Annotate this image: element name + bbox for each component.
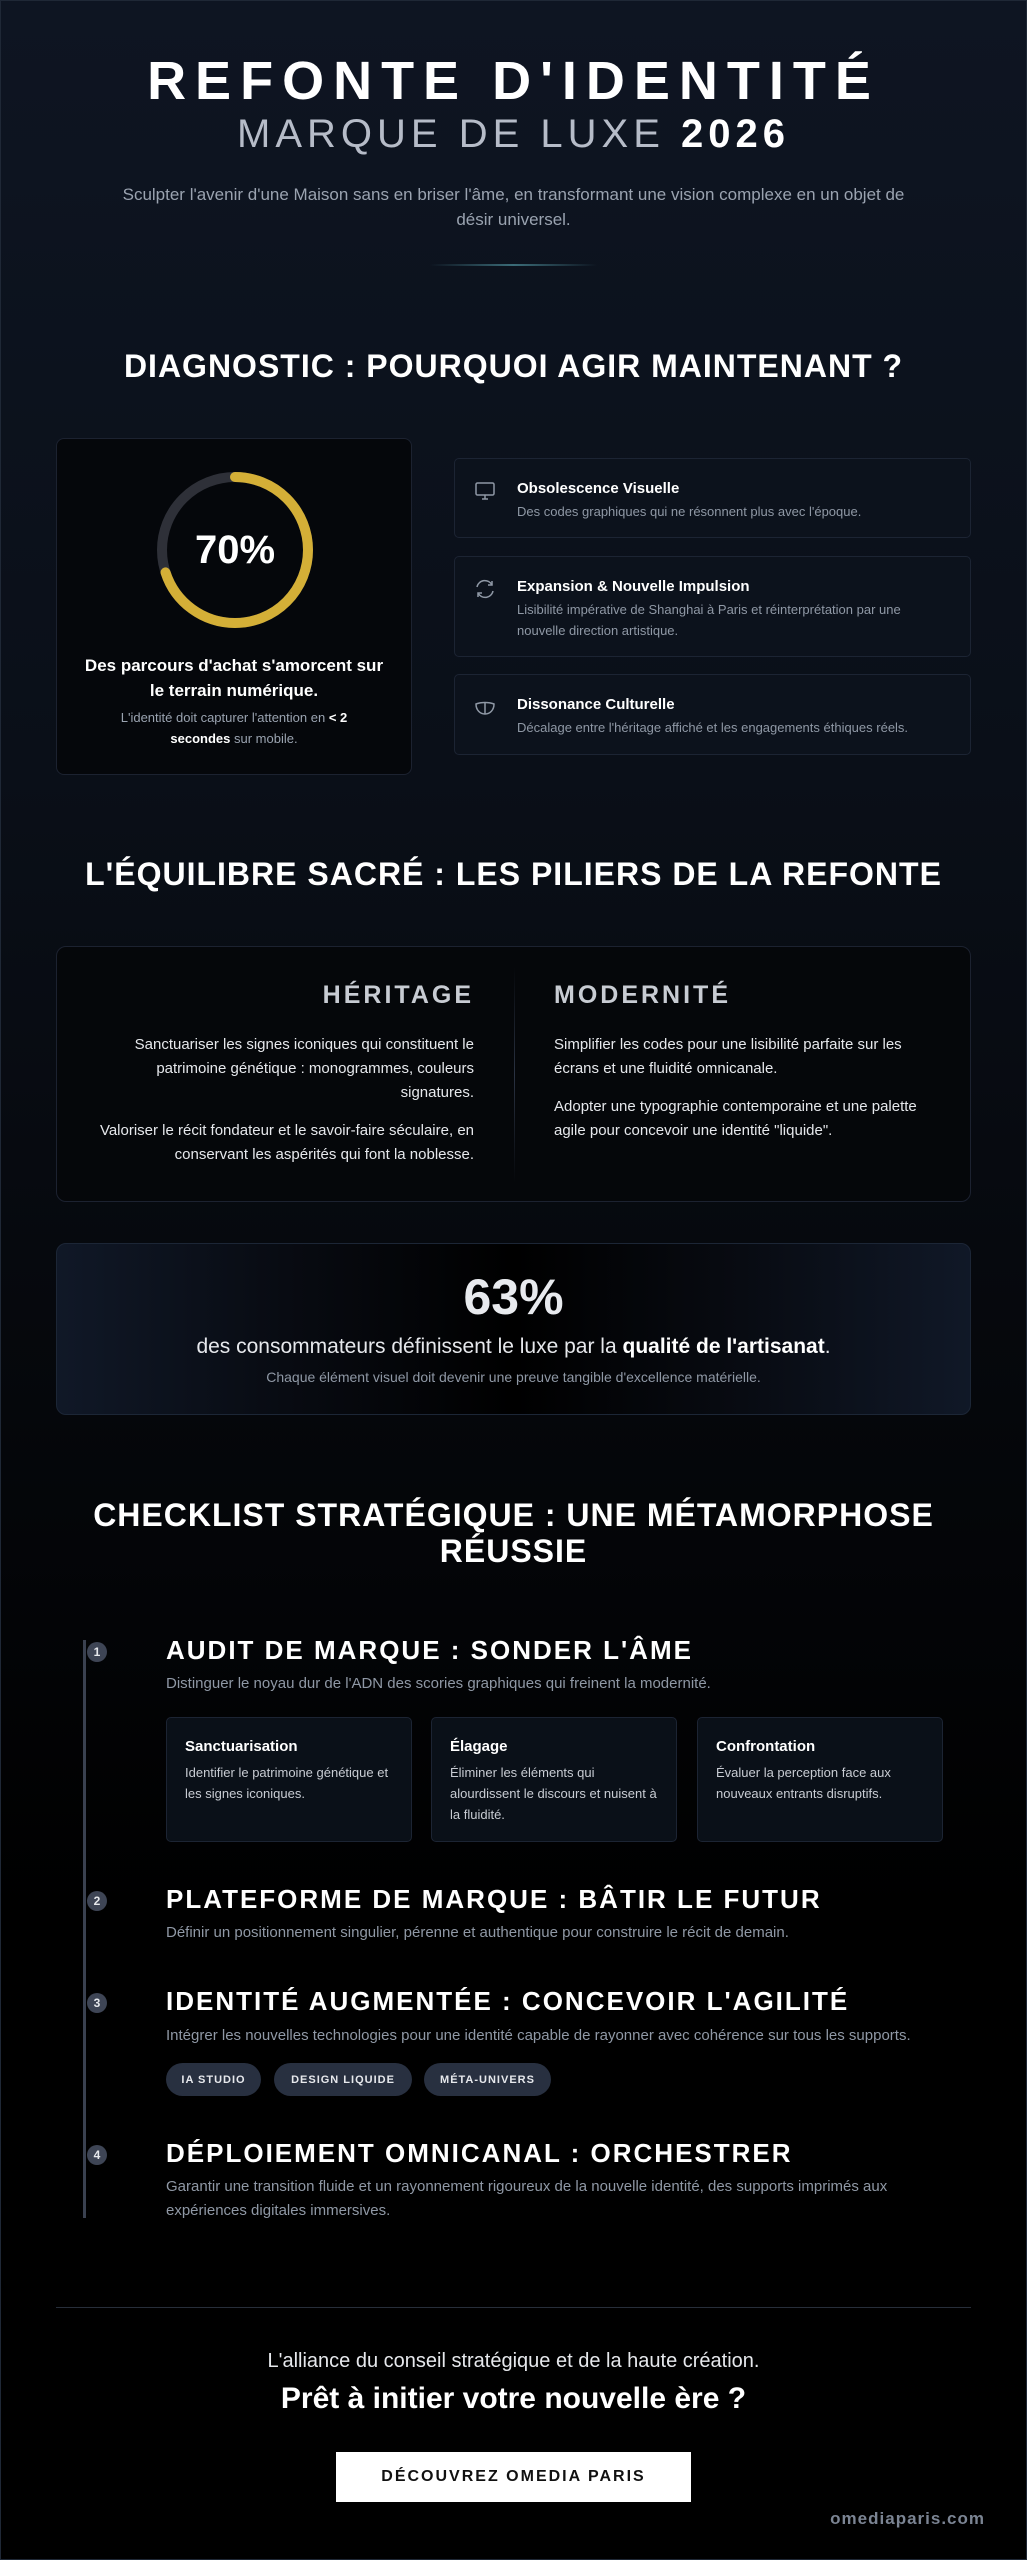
- audit-card-confrontation: [697, 1717, 943, 1842]
- issue-desc: Lisibilité impérative de Shanghai à Paris et réinterprétation par une nouvelle direction artistique.: [517, 602, 901, 638]
- tag-design-liquide: DESIGN LIQUIDE: [274, 2063, 412, 2096]
- stat-card: [56, 438, 412, 775]
- modernite-text-1: Simplifier les codes pour une lisibilité parfaite sur les écrans et une fluidité omnicanale.: [554, 1036, 902, 1077]
- issue-card-expansion: [454, 556, 971, 657]
- audit-card-title: Élagage: [450, 1738, 508, 1755]
- footer-divider: [56, 2307, 971, 2308]
- stat-value: 70%: [194, 527, 276, 572]
- band-text-post: .: [824, 1335, 831, 1358]
- monitor-icon: [473, 479, 497, 503]
- step-title-2: PLATEFORME DE MARQUE : BÂTIR LE FUTUR: [166, 1884, 822, 1914]
- heritage-title: HÉRITAGE: [322, 981, 474, 1009]
- hero-description: Sculpter l'avenir d'une Maison sans en briser l'âme, en transformant une vision complexe en un objet de désir universel.: [122, 185, 905, 229]
- timeline-line: [83, 1640, 86, 2218]
- hero-title: REFONTE D'IDENTITÉ: [147, 51, 880, 111]
- footer-headline: Prêt à initier votre nouvelle ère ?: [280, 2382, 747, 2415]
- heritage-text-2: Valoriser le récit fondateur et le savoir-faire séculaire, en conservant les aspérités qui font la noblesse.: [99, 1122, 474, 1163]
- stat-headline: Des parcours d'achat s'amorcent sur le terrain numérique.: [84, 656, 384, 700]
- band-text-pre: des consommateurs définissent le luxe par la: [196, 1335, 617, 1358]
- stat-note-pre: L'identité doit capturer l'attention en: [120, 710, 326, 725]
- step-desc-3: Intégrer les nouvelles technologies pour une identité capable de rayonner avec cohérence sur tous les supports.: [166, 2027, 911, 2044]
- issue-card-obsolescence: [454, 458, 971, 538]
- audit-card-desc: Évaluer la perception face aux nouveaux entrants disruptifs.: [716, 1765, 891, 1801]
- audit-card-title: Sanctuarisation: [185, 1738, 298, 1755]
- audit-card-sanctuarisation: [166, 1717, 412, 1842]
- tag-meta-univers: MÉTA-UNIVERS: [424, 2063, 551, 2096]
- band-subtext: Chaque élément visuel doit devenir une preuve tangible d'excellence matérielle.: [266, 1369, 761, 1385]
- band-text: [57, 1335, 970, 1359]
- issue-desc: Des codes graphiques qui ne résonnent plus avec l'époque.: [517, 504, 862, 519]
- issue-title: Obsolescence Visuelle: [517, 480, 680, 497]
- step-title-3: IDENTITÉ AUGMENTÉE : CONCEVOIR L'AGILITÉ: [166, 1986, 850, 2016]
- step-desc-2: Définir un positionnement singulier, pérenne et authentique pour construire le récit de demain.: [166, 1924, 789, 1941]
- issue-desc: Décalage entre l'héritage affiché et les engagements éthiques réels.: [517, 720, 909, 735]
- step-desc-4: Garantir une transition fluide et un rayonnement rigoureux de la nouvelle identité, des supports imprimés aux expériences digitales immersives.: [166, 2178, 888, 2219]
- step-desc-1: Distinguer le noyau dur de l'ADN des scories graphiques qui freinent la modernité.: [166, 1675, 711, 1692]
- stat-note: [97, 707, 371, 749]
- site-link[interactable]: omediaparis.com: [830, 2509, 985, 2528]
- hero-subtitle-main: MARQUE DE LUXE: [237, 112, 665, 156]
- band-text-bold: qualité de l'artisanat: [622, 1335, 825, 1358]
- issue-title: Dissonance Culturelle: [517, 696, 675, 713]
- issue-card-dissonance: [454, 674, 971, 755]
- pillars-card: [56, 946, 971, 1202]
- hero-subtitle-year: 2026: [681, 112, 790, 156]
- globe-arrows-icon: [473, 577, 497, 601]
- pillars-title: L'ÉQUILIBRE SACRÉ : LES PILIERS DE LA REFONTE: [85, 856, 942, 892]
- mask-icon: [473, 695, 497, 719]
- hero-subtitle: [0, 112, 1027, 157]
- modernite-text-2: Adopter une typographie contemporaine et une palette agile pour concevoir une identité "liquide".: [554, 1098, 917, 1139]
- audit-card-title: Confrontation: [716, 1738, 816, 1755]
- issue-title: Expansion & Nouvelle Impulsion: [517, 578, 750, 595]
- step-number-4: 4: [87, 2145, 107, 2165]
- step-number-3: 3: [87, 1993, 107, 2013]
- hero-divider: [430, 264, 597, 266]
- pillars-divider: [514, 967, 515, 1183]
- step-title-4: DÉPLOIEMENT OMNICANAL : ORCHESTRER: [166, 2138, 793, 2168]
- tag-ia-studio: IA STUDIO: [166, 2063, 261, 2096]
- artisanat-stat-band: [56, 1243, 971, 1415]
- audit-card-desc: Éliminer les éléments qui alourdissent le discours et nuisent à la fluidité.: [450, 1765, 657, 1822]
- step-number-2: 2: [87, 1891, 107, 1911]
- diagnostic-title: DIAGNOSTIC : POURQUOI AGIR MAINTENANT ?: [123, 348, 904, 384]
- discover-omedia-button[interactable]: DÉCOUVREZ OMEDIA PARIS: [336, 2452, 691, 2502]
- footer-tagline: L'alliance du conseil stratégique et de la haute création.: [267, 2350, 760, 2372]
- checklist-title: CHECKLIST STRATÉGIQUE : UNE MÉTAMORPHOSE RÉUSSIE: [93, 1497, 934, 1569]
- audit-card-elagage: [431, 1717, 677, 1842]
- step-number-1: 1: [87, 1642, 107, 1662]
- stat-note-post: sur mobile.: [234, 731, 298, 746]
- modernite-title: MODERNITÉ: [554, 981, 731, 1009]
- step-title-1: AUDIT DE MARQUE : SONDER L'ÂME: [166, 1635, 693, 1665]
- stat-note-bold: < 2 secondes: [170, 710, 348, 746]
- audit-card-desc: Identifier le patrimoine génétique et les signes iconiques.: [185, 1765, 389, 1801]
- band-value: 63%: [463, 1269, 564, 1325]
- heritage-text-1: Sanctuariser les signes iconiques qui constituent le patrimoine génétique : monogrammes, couleurs signatures.: [134, 1036, 474, 1101]
